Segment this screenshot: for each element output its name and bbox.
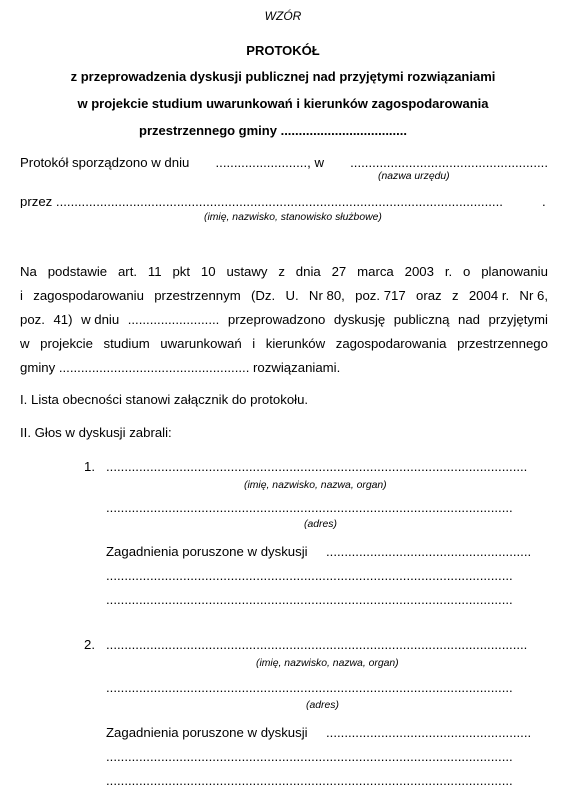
subtitle-line-1: z przeprowadzenia dyskusji publicznej nad przyjętymi rozwiązaniami xyxy=(70,69,496,84)
speaker-issues-extra: ............................................................................................................... xyxy=(106,774,513,788)
speaker-issues-extra: ............................................................................................................... xyxy=(106,593,513,607)
speaker-address-caption: (adres) xyxy=(306,700,339,711)
word: i xyxy=(20,288,23,303)
word: 27 xyxy=(331,264,347,279)
word: marca xyxy=(357,264,394,279)
paragraph-line-2 xyxy=(20,289,548,302)
word: U. xyxy=(285,288,299,303)
word: projekcie xyxy=(40,336,93,351)
speaker-issues-label: Zagadnienia poruszone w dyskusji xyxy=(106,725,308,740)
word: 11 xyxy=(147,264,162,279)
office-field: ...................................................... xyxy=(350,155,548,170)
document-label: WZÓR xyxy=(264,9,302,23)
date-field: ........................., w xyxy=(215,155,324,170)
word: r. xyxy=(444,264,453,279)
speaker-name-line: ................................................................................................................... xyxy=(106,638,528,652)
section-speakers: II. Głos w dyskusji zabrali: xyxy=(20,425,172,440)
word: kierunków xyxy=(265,336,326,351)
paragraph-line-1 xyxy=(20,265,548,278)
speaker-issues-line: ........................................................ xyxy=(326,545,532,559)
word: 2004 r. xyxy=(468,288,510,303)
word: (Dz. xyxy=(250,288,276,303)
word: studium xyxy=(103,336,150,351)
speaker-issues-extra: ............................................................................................................... xyxy=(106,569,513,583)
word: poz. 717 xyxy=(355,288,406,303)
word: i xyxy=(252,336,256,351)
author-line-end: . xyxy=(542,194,546,209)
speaker-address-caption: (adres) xyxy=(304,519,337,530)
paragraph-line-3 xyxy=(20,313,548,326)
word: przeprowadzono xyxy=(227,312,326,327)
word: 2003 xyxy=(404,264,434,279)
subtitle-line-3: przestrzennego gminy ................................... xyxy=(139,123,407,138)
word: nad xyxy=(458,312,481,327)
word: 10 xyxy=(200,264,216,279)
speaker-address-line: ............................................................................................................... xyxy=(106,501,513,515)
speaker-name-caption: (imię, nazwisko, nazwa, organ) xyxy=(256,658,399,669)
word: 41) xyxy=(53,312,73,327)
word: pkt xyxy=(172,264,191,279)
section-attendance: I. Lista obecności stanowi załącznik do protokołu. xyxy=(20,392,309,407)
speaker-name-line: ................................................................................................................... xyxy=(106,460,528,474)
word: ustawy xyxy=(226,264,268,279)
paragraph-line-5: gminy .................................................... rozwiązaniami. xyxy=(20,360,341,375)
date-place-line xyxy=(20,156,548,169)
word: dyskusję xyxy=(333,312,386,327)
word: z xyxy=(451,288,459,303)
word: poz. xyxy=(20,312,45,327)
word: Nr 6, xyxy=(519,288,548,303)
speaker-name-caption: (imię, nazwisko, nazwa, organ) xyxy=(244,480,387,491)
word: zagospodarowania xyxy=(335,336,447,351)
word: uwarunkowań xyxy=(160,336,242,351)
word: w xyxy=(20,336,30,351)
word: zagospodarowaniu xyxy=(33,288,144,303)
word: w dniu xyxy=(81,312,120,327)
speaker-issues-label: Zagadnienia poruszone w dyskusji xyxy=(106,544,308,559)
paragraph-line-4 xyxy=(20,337,548,350)
office-caption: (nazwa urzędu) xyxy=(378,171,450,182)
speaker-address-line: ............................................................................................................... xyxy=(106,681,513,695)
speaker-number: 2. xyxy=(84,637,95,652)
word: Nr 80, xyxy=(308,288,345,303)
word: Na xyxy=(20,264,37,279)
word: oraz xyxy=(416,288,442,303)
author-line: przez .......................................................................................................................... xyxy=(20,195,503,209)
word: przyjętymi xyxy=(488,312,548,327)
speaker-issues-line: ........................................................ xyxy=(326,726,532,740)
speaker-issues-extra: ............................................................................................................... xyxy=(106,750,513,764)
word: przestrzennym xyxy=(154,288,241,303)
word: z xyxy=(278,264,285,279)
word: przestrzennego xyxy=(457,336,548,351)
date-label: Protokół sporządzono w dniu xyxy=(20,155,190,170)
word: o xyxy=(463,264,471,279)
author-caption: (imię, nazwisko, stanowisko służbowe) xyxy=(204,212,382,223)
word: podstawie xyxy=(47,264,108,279)
speaker-number: 1. xyxy=(84,459,95,474)
document-title: PROTOKÓŁ xyxy=(246,43,320,58)
word: dnia xyxy=(295,264,321,279)
word: art. xyxy=(117,264,138,279)
subtitle-line-2: w projekcie studium uwarunkowań i kierunków zagospodarowania xyxy=(77,96,489,111)
word: publiczną xyxy=(393,312,450,327)
word: ......................... xyxy=(127,312,220,327)
word: planowaniu xyxy=(481,264,548,279)
